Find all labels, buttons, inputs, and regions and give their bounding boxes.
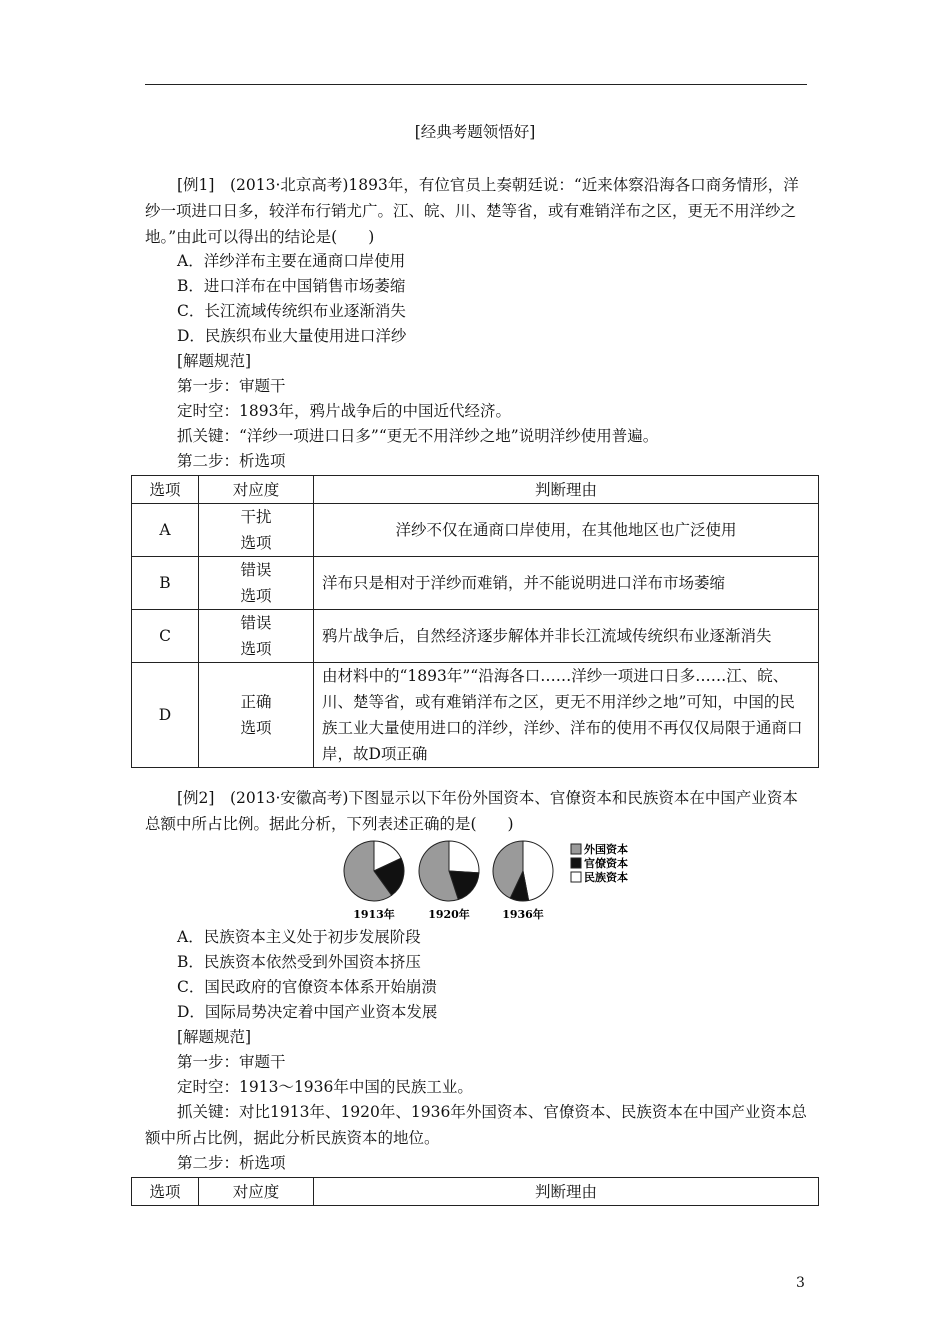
example2-option-d: D．国际局势决定着中国产业资本发展 — [177, 1003, 438, 1021]
example1-step2: 第二步：析选项 — [177, 452, 286, 470]
table-header-row — [132, 1178, 819, 1206]
legend-label: 官僚资本 — [584, 857, 628, 870]
example1-time-space: 定时空：1893年，鸦片战争后的中国近代经济。 — [177, 402, 511, 420]
row-grade-line1: 干扰 — [240, 508, 272, 526]
row-reason: 洋纱不仅在通商口岸使用，在其他地区也广泛使用 — [314, 504, 819, 557]
example1-option-d: D．民族织布业大量使用进口洋纱 — [177, 327, 407, 345]
example2-option-b: B．民族资本依然受到外国资本挤压 — [177, 953, 421, 971]
pie-chart-figure — [340, 838, 640, 922]
example2-time-space: 定时空：1913～1936年中国的民族工业。 — [177, 1078, 473, 1096]
row-option: C — [132, 610, 199, 663]
legend-label: 外国资本 — [584, 843, 628, 856]
example2-step1: 第一步：审题干 — [177, 1053, 286, 1071]
row-grade-line1: 错误 — [240, 561, 272, 579]
table-row — [132, 504, 819, 557]
row-reason: 由材料中的“1893年”“沿海各口……洋纱一项进口日多……江、皖、川、楚等省，或有难销洋布之区，更无不用洋纱之地”可知，中国的民族工业大量使用进口的洋纱，洋纱、洋布的使用不再仅仅局限于通商口岸，故D项正确 — [314, 663, 819, 768]
legend-label: 民族资本 — [584, 871, 628, 884]
example1-option-b: B．进口洋布在中国销售市场萎缩 — [177, 277, 406, 295]
example2-option-a: A．民族资本主义处于初步发展阶段 — [177, 928, 421, 946]
pie-slice — [449, 841, 479, 873]
section-title: [经典考题领悟好] — [414, 123, 536, 141]
row-grade-line1: 错误 — [240, 614, 272, 632]
example1-step1: 第一步：审题干 — [177, 377, 286, 395]
header-rule — [145, 84, 807, 85]
row-option: B — [132, 557, 199, 610]
example2-analysis-table — [131, 1177, 819, 1206]
example1-option-a: A．洋纱洋布主要在通商口岸使用 — [177, 252, 406, 270]
example1-analysis-table — [131, 475, 819, 768]
row-grade-line2: 选项 — [240, 719, 272, 737]
row-grade — [199, 557, 314, 610]
pie-year-label: 1920年 — [428, 908, 470, 921]
row-grade-line1: 正确 — [240, 693, 272, 711]
table-row — [132, 557, 819, 610]
example2-analysis-title: [解题规范] — [177, 1028, 252, 1046]
row-grade — [199, 663, 314, 768]
row-reason: 鸦片战争后，自然经济逐步解体并非长江流域传统织布业逐渐消失 — [314, 610, 819, 663]
legend-swatch — [571, 872, 581, 882]
page-number: 3 — [796, 1275, 805, 1291]
table-header-row — [132, 476, 819, 504]
header-grade: 对应度 — [199, 476, 314, 504]
row-reason: 洋布只是相对于洋纱而难销，并不能说明进口洋布市场萎缩 — [314, 557, 819, 610]
legend-swatch — [571, 844, 581, 854]
example2-step2: 第二步：析选项 — [177, 1154, 286, 1172]
table-row — [132, 610, 819, 663]
header-reason: 判断理由 — [314, 476, 819, 504]
header-grade: 对应度 — [199, 1178, 314, 1206]
header-reason: 判断理由 — [314, 1178, 819, 1206]
example1-key: 抓关键：“洋纱一项进口日多”“更无不用洋纱之地”说明洋纱使用普遍。 — [177, 427, 659, 445]
pie-year-label: 1936年 — [502, 908, 544, 921]
header-option: 选项 — [132, 476, 199, 504]
pie-slice — [523, 841, 553, 900]
example1-question: [例1] (2013·北京高考)1893年，有位官员上奏朝廷说：“近来体察沿海各口商务情形，洋纱一项进口日多，较洋布行销尤广。江、皖、川、楚等省，或有难销洋布之区，更无不用洋纱之地。”由此可以得出的结论是( ) — [145, 176, 799, 246]
row-grade-line2: 选项 — [240, 587, 272, 605]
example1-option-c: C．长江流域传统织布业逐渐消失 — [177, 302, 406, 320]
example2-key: 抓关键：对比1913年、1920年、1936年外国资本、官僚资本、民族资本在中国产业资本总额中所占比例，据此分析民族资本的地位。 — [145, 1103, 807, 1147]
row-grade — [199, 504, 314, 557]
row-grade-line2: 选项 — [240, 534, 272, 552]
row-option: A — [132, 504, 199, 557]
example2-option-c: C．国民政府的官僚资本体系开始崩溃 — [177, 978, 437, 996]
row-grade — [199, 610, 314, 663]
pie-chart-svg — [340, 838, 640, 922]
table-row — [132, 663, 819, 768]
example1-analysis-title: [解题规范] — [177, 352, 252, 370]
legend-swatch — [571, 858, 581, 868]
row-option: D — [132, 663, 199, 768]
row-grade-line2: 选项 — [240, 640, 272, 658]
header-option: 选项 — [132, 1178, 199, 1206]
pie-year-label: 1913年 — [353, 908, 395, 921]
example2-question: [例2] (2013·安徽高考)下图显示以下年份外国资本、官僚资本和民族资本在中国产业资本总额中所占比例。据此分析，下列表述正确的是( ) — [145, 789, 798, 833]
